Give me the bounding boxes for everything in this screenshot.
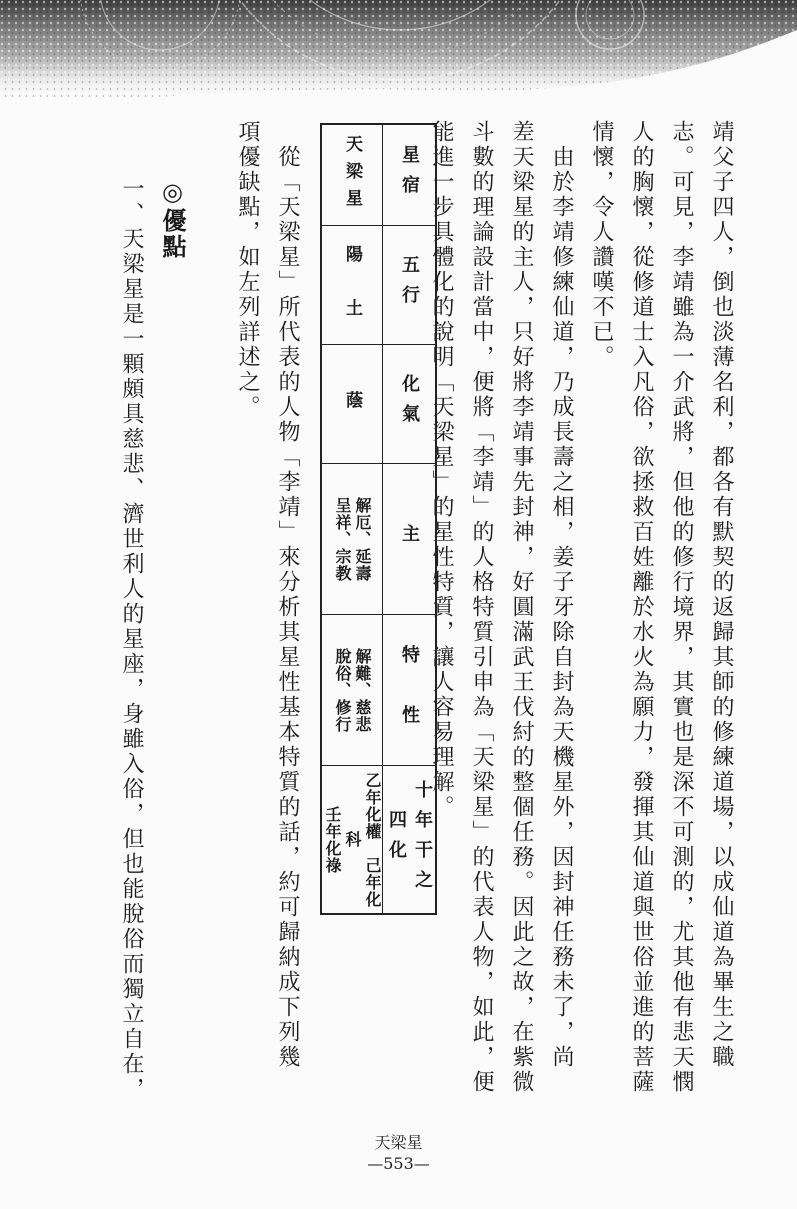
sihua-line-1: 乙年化權 己年化科: [343, 771, 382, 908]
cell-qi: 蔭: [321, 345, 383, 464]
cell-governs: [321, 464, 383, 615]
list-item-1: 一、天梁星是一顆頗具慈悲、濟世利人的星座，身雖入俗，但也能脫俗而獨立自在，: [119, 177, 144, 1102]
paragraph-1-line-4: 情懷，令人讚嘆不已。: [589, 120, 614, 370]
header-governs: 主: [383, 464, 437, 615]
section-heading: ◎優點: [158, 177, 187, 260]
paragraph-2-line-2: 差天梁星的主人，只好將李靖事先封神，好圓滿武王伐紂的整個任務。因此之故，在紫微: [509, 120, 534, 1095]
cell-sihua: [321, 766, 383, 915]
governs-line-1: 解厄、延壽: [353, 496, 372, 582]
trait-line-2: 脫俗、修行: [333, 647, 352, 733]
header-trait: 特 性: [383, 615, 437, 766]
trait-line-1: 解難、慈悲: [353, 647, 372, 733]
paragraph-2-line-1: 由於李靖修練仙道，乃成長壽之相，姜子牙除自封為天機星外，因封神任務未了，尚: [549, 120, 574, 1070]
cell-element: 陽 土: [321, 226, 383, 345]
sihua-line-2: 壬年化祿: [323, 805, 342, 874]
table-row: [321, 124, 383, 914]
cell-trait: [321, 615, 383, 766]
table-header-row: [383, 124, 437, 914]
footer-page-number: —553—: [367, 1154, 430, 1173]
governs-line-2: 呈祥、宗教: [333, 496, 352, 582]
decorative-banner: [0, 0, 797, 110]
paragraph-1-line-3: 人的胸懷，從修道士入凡俗，欲拯救百姓離於水火為願力，發揮其仙道與世俗並進的菩薩: [629, 120, 654, 1095]
paragraph-1-line-2: 志。可見，李靖雖為一介武將，但他的修行境界，其實也是深不可測的，尤其他有悲天憫: [669, 120, 694, 1095]
footer-title: 天梁星: [374, 1133, 423, 1152]
header-star: 星宿: [383, 124, 437, 226]
header-sihua: 十年干之四化: [383, 766, 437, 915]
paragraph-2-line-3: 斗數的理論設計當中，便將「李靖」的人格特質引申為「天梁星」的代表人物，如此，便: [469, 120, 494, 1095]
paragraph-1-line-1: 靖父子四人，倒也淡薄名利，都各有默契的返歸其師的修練道場，以成仙道為畢生之職: [709, 120, 734, 1070]
paragraph-2-line-4: 能進一步具體化的說明「天梁星」的星性特質，讓人容易理解。: [429, 120, 454, 820]
star-attribute-table: [320, 123, 437, 915]
paragraph-3-line-1: 從「天梁星」所代表的人物「李靖」來分析其星性基本特質的話，約可歸納成下列幾: [275, 120, 300, 1070]
paragraph-3-line-2: 項優缺點，如左列詳述之。: [235, 120, 260, 420]
header-qi: 化氣: [383, 345, 437, 464]
cell-star: 天梁星: [321, 124, 383, 226]
header-element: 五行: [383, 226, 437, 345]
